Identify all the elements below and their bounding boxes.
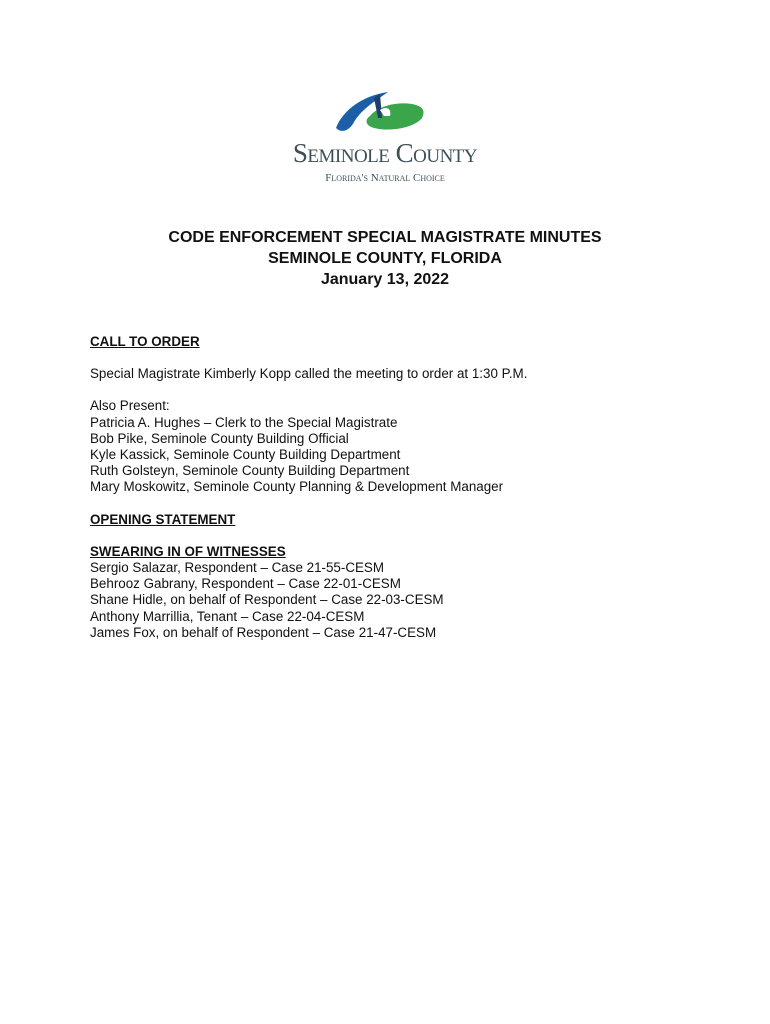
opening-statement-heading: OPENING STATEMENT: [90, 511, 236, 527]
attendee-item: Patricia A. Hughes – Clerk to the Special Magistrate: [90, 414, 398, 430]
title-line-3: January 13, 2022: [320, 271, 450, 288]
swearing-in-heading: SWEARING IN OF WITNESSES: [90, 543, 286, 559]
seminole-county-logo: [262, 88, 508, 190]
minutes-body: [90, 334, 730, 641]
witness-item: James Fox, on behalf of Respondent – Case 21-47-CESM: [90, 624, 437, 640]
document-title: [0, 227, 770, 290]
attendee-item: Ruth Golsteyn, Seminole County Building Department: [90, 463, 410, 479]
logo-wordmark: Seminole County: [292, 138, 478, 168]
witness-item: Anthony Marrillia, Tenant – Case 22-04-CESM: [90, 608, 365, 624]
attendee-item: Bob Pike, Seminole County Building Official: [90, 430, 349, 446]
title-line-2: SEMINOLE COUNTY, FLORIDA: [268, 250, 502, 267]
also-present-heading: Also Present:: [90, 398, 170, 414]
logo-green-shape: [367, 103, 424, 129]
attendee-item: Kyle Kassick, Seminole County Building Department: [90, 447, 401, 463]
logo-tagline: Florida's Natural Choice: [325, 172, 445, 184]
call-to-order-heading: CALL TO ORDER: [90, 334, 200, 349]
call-to-order-text: Special Magistrate Kimberly Kopp called the meeting to order at 1:30 P.M.: [90, 366, 528, 382]
witness-item: Sergio Salazar, Respondent – Case 21-55-CESM: [90, 560, 385, 576]
witness-item: Shane Hidle, on behalf of Respondent – Case 22-03-CESM: [90, 592, 444, 608]
attendee-item: Mary Moskowitz, Seminole County Planning & Development Manager: [90, 479, 504, 495]
witness-item: Behrooz Gabrany, Respondent – Case 22-01-CESM: [90, 576, 401, 592]
title-line-1: CODE ENFORCEMENT SPECIAL MAGISTRATE MINUTES: [168, 229, 602, 246]
